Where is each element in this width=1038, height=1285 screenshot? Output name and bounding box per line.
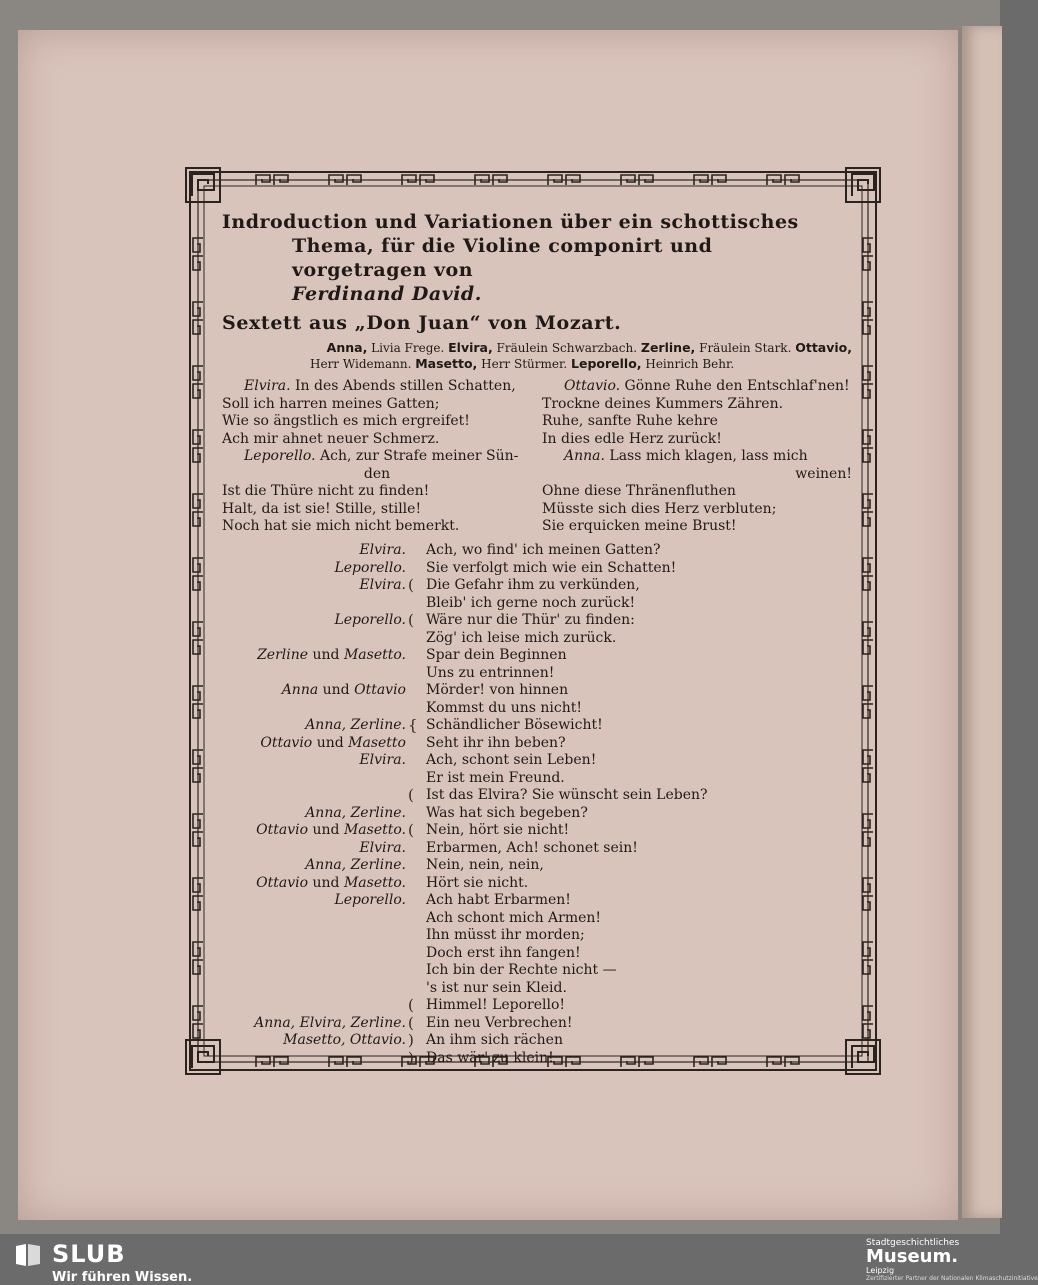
dialogue-line — [222, 892, 852, 910]
dialogue-text: Ein neu Verbrechen! — [426, 1014, 573, 1031]
speaker-label — [257, 647, 406, 665]
dialogue-text: Ach, wo find' ich meinen Gatten? — [426, 542, 661, 558]
speaker-name: Ottavio — [256, 822, 309, 838]
speaker-conjunction: und — [312, 734, 349, 751]
singer-leporello: Heinrich Behr. — [641, 357, 735, 371]
speaker-label — [260, 735, 406, 753]
dialogue-section — [222, 542, 852, 1067]
role-leporello: Leporello, — [571, 356, 642, 371]
verse-text: In des Abends stillen Schatten, — [290, 378, 516, 394]
verse-line: Wie so ängstlich es mich ergreifet! — [222, 413, 470, 429]
dialogue-text: Himmel! Leporello! — [426, 997, 566, 1013]
verse-line: Ohne diese Thränenfluthen — [542, 483, 736, 499]
brace-mark: ( — [408, 996, 414, 1014]
verse-line — [222, 448, 532, 466]
dialogue-line — [222, 840, 852, 858]
dialogue-line — [222, 682, 852, 700]
brace-mark: ( — [408, 1013, 414, 1032]
dialogue-text: Sie verfolgt mich wie ein Schatten! — [426, 559, 677, 576]
singer-elvira: Fräulein Schwarzbach. — [492, 341, 641, 355]
verse-line: Ist die Thüre nicht zu finden! — [222, 483, 430, 499]
speaker-name: Ottavio — [354, 682, 406, 698]
dialogue-line — [222, 875, 852, 893]
speaker-conjunction: und — [308, 874, 344, 891]
dialogue-text: Spar dein Beginnen — [426, 647, 567, 663]
speaker-label: Anna, Zerline. — [305, 804, 406, 821]
speaker-conjunction: und — [318, 682, 355, 698]
slub-name: SLUB — [52, 1240, 126, 1268]
dialogue-text: Nein, nein, nein, — [426, 857, 544, 873]
right-column — [542, 378, 852, 536]
dialogue-text: An ihm sich rächen — [426, 1032, 563, 1048]
speaker-label: Leporello. — [334, 559, 406, 576]
dialogue-line — [222, 595, 852, 613]
speaker-conjunction: und — [308, 647, 344, 663]
speaker-label: Anna. — [564, 448, 605, 464]
verse-line: Sie erquicken meine Brust! — [542, 518, 737, 534]
verse-line — [542, 448, 852, 466]
dialogue-text: Er ist mein Freund. — [426, 769, 565, 786]
dialogue-line — [222, 665, 852, 683]
dialogue-text: Kommst du uns nicht! — [426, 699, 583, 716]
two-column-text — [222, 378, 852, 538]
dialogue-line — [222, 542, 852, 560]
museum-logo[interactable] — [866, 1238, 1038, 1282]
speaker-label: Elvira. — [359, 839, 406, 856]
program-text — [222, 210, 852, 1067]
brace-mark: ( — [408, 821, 414, 839]
dialogue-text: Seht ihr ihn beben? — [426, 734, 566, 751]
speaker-name: Masetto. — [343, 874, 406, 891]
facing-page-edge — [962, 26, 1002, 1218]
museum-line-2: Museum. — [866, 1246, 959, 1267]
speaker-label: Leporello. — [334, 612, 406, 628]
dialogue-text: 's ist nur sein Kleid. — [426, 979, 567, 996]
title-line-1: Indroduction und Variationen über ein schottisches — [222, 211, 799, 233]
speaker-label: Leporello. — [334, 892, 406, 908]
dialogue-line — [222, 805, 852, 823]
dialogue-text: Was hat sich begeben? — [426, 804, 588, 821]
speaker-name: Zerline — [257, 647, 309, 663]
singer-anna: Livia Frege. — [367, 341, 449, 355]
speaker-name: Masetto. — [343, 822, 406, 838]
role-anna: Anna, — [326, 340, 368, 355]
role-ottavio: Ottavio, — [795, 340, 852, 355]
brace-mark: ( — [408, 576, 414, 594]
dialogue-text: Ach schont mich Armen! — [426, 909, 602, 926]
dialogue-line — [222, 997, 852, 1015]
speaker-name: Anna — [281, 682, 319, 698]
role-masetto: Masetto, — [415, 356, 478, 371]
singer-masetto: Herr Stürmer. — [477, 357, 572, 371]
cast-line-2 — [222, 356, 852, 372]
verse-line: In dies edle Herz zurück! — [542, 430, 722, 447]
singer-ottavio: Herr Widemann. — [310, 357, 416, 371]
dialogue-line — [222, 717, 852, 735]
dialogue-text: Schändlicher Bösewicht! — [426, 717, 603, 733]
dialogue-line — [222, 735, 852, 753]
verse-line: Trockne deines Kummers Zähren. — [542, 395, 784, 412]
speaker-label: Elvira. — [359, 752, 406, 768]
speaker-label: Masetto, Ottavio. — [283, 1032, 406, 1048]
verse-line: Ach mir ahnet neuer Schmerz. — [222, 430, 440, 447]
dialogue-text: Ach, schont sein Leben! — [426, 752, 597, 768]
dialogue-line — [222, 927, 852, 945]
footer-bar — [0, 1234, 1038, 1285]
dialogue-text: Erbarmen, Ach! schonet sein! — [426, 839, 638, 856]
dialogue-text: Die Gefahr ihm zu verkünden, — [426, 577, 640, 593]
dialogue-line — [222, 630, 852, 648]
verse-line: weinen! — [795, 465, 852, 482]
speaker-name: Ottavio — [256, 874, 309, 891]
verse-line — [222, 378, 532, 396]
speaker-label: Elvira. — [359, 577, 406, 593]
speaker-label: Anna, Zerline. — [305, 717, 406, 733]
brace-mark: { — [408, 716, 418, 734]
dialogue-text: Ich bin der Rechte nicht — — [426, 962, 617, 978]
brace-mark: ( — [408, 786, 414, 804]
brace-mark: ) — [408, 1048, 414, 1067]
dialogue-line — [222, 962, 852, 980]
sextet-title: Sextett aus „Don Juan“ von Mozart. — [222, 312, 622, 334]
dialogue-line — [222, 700, 852, 718]
dialogue-line — [222, 910, 852, 928]
dialogue-line — [222, 1050, 852, 1068]
verse-text: Gönne Ruhe den Entschlaf'nen! — [620, 378, 850, 394]
verse-text: Lass mich klagen, lass mich — [604, 448, 808, 464]
speaker-label — [282, 682, 406, 700]
slub-tagline: Wir führen Wissen. — [52, 1270, 193, 1285]
slub-book-icon — [14, 1242, 42, 1268]
dialogue-text: Zög' ich leise mich zurück. — [426, 629, 617, 646]
dialogue-text: Das wär' zu klein! — [426, 1049, 554, 1066]
museum-line-1: Stadtgeschichtliches — [866, 1238, 960, 1248]
museum-line-4: Zertifizierter Partner der Nationalen Klimaschutzinitiative — [866, 1275, 1038, 1282]
speaker-name: Masetto. — [343, 647, 406, 663]
brace-mark: ) — [408, 1031, 414, 1049]
dialogue-text: Doch erst ihn fangen! — [426, 944, 581, 961]
dialogue-line — [222, 980, 852, 998]
cast-list — [222, 340, 852, 372]
dialogue-line — [222, 787, 852, 805]
verse-line — [542, 378, 852, 396]
dialogue-text: Nein, hört sie nicht! — [426, 822, 570, 838]
verse-line: Soll ich harren meines Gatten; — [222, 395, 440, 412]
dialogue-text: Wäre nur die Thür' zu finden: — [426, 612, 635, 628]
speaker-conjunction: und — [308, 822, 344, 838]
speaker-label: Anna, Zerline. — [305, 857, 406, 873]
verse-line: Halt, da ist sie! Stille, stille! — [222, 500, 422, 517]
dialogue-line — [222, 822, 852, 840]
verse-text: Ach, zur Strafe meiner Sün- — [315, 448, 519, 464]
verse-line: Ruhe, sanfte Ruhe kehre — [542, 413, 718, 429]
dialogue-line — [222, 560, 852, 578]
brace-mark: ( — [408, 611, 414, 629]
dialogue-line — [222, 857, 852, 875]
speaker-label — [256, 822, 406, 840]
dialogue-text: Hört sie nicht. — [426, 874, 529, 891]
verse-line: den — [363, 465, 391, 482]
role-zerline: Zerline, — [640, 340, 696, 355]
speaker-label: Anna, Elvira, Zerline. — [254, 1014, 406, 1031]
dialogue-text: Uns zu entrinnen! — [426, 664, 555, 681]
dialogue-text: Ist das Elvira? Sie wünscht sein Leben? — [426, 787, 708, 803]
verse-line: Noch hat sie mich nicht bemerkt. — [222, 518, 460, 534]
dialogue-line — [222, 612, 852, 630]
role-elvira: Elvira, — [448, 340, 493, 355]
speaker-label: Leporello. — [244, 448, 316, 464]
title-line-2: Thema, für die Violine componirt und vorgetragen von — [292, 235, 713, 281]
dialogue-line — [222, 1015, 852, 1033]
dialogue-line — [222, 770, 852, 788]
singer-zerline: Fräulein Stark. — [695, 341, 796, 355]
speaker-label: Ottavio. — [564, 378, 621, 394]
speaker-name: Masetto — [348, 734, 406, 751]
dialogue-text: Mörder! von hinnen — [426, 682, 569, 698]
verse-line: Müsste sich dies Herz verbluten; — [542, 500, 777, 517]
title-line-3: Ferdinand David. — [292, 283, 482, 305]
dialogue-line — [222, 1032, 852, 1050]
dialogue-text: Ach habt Erbarmen! — [426, 892, 571, 908]
left-column — [222, 378, 532, 536]
speaker-label: Elvira. — [244, 378, 291, 394]
dialogue-text: Bleib' ich gerne noch zurück! — [426, 594, 636, 611]
dialogue-line — [222, 577, 852, 595]
speaker-label: Elvira. — [359, 542, 406, 558]
dialogue-line — [222, 647, 852, 665]
speaker-label — [256, 875, 406, 893]
museum-line-3: Leipzig — [866, 1266, 895, 1275]
speaker-name: Ottavio — [260, 734, 313, 751]
dialogue-line — [222, 752, 852, 770]
piece-title — [222, 210, 852, 306]
dialogue-line — [222, 945, 852, 963]
dialogue-text: Ihn müsst ihr morden; — [426, 927, 585, 943]
